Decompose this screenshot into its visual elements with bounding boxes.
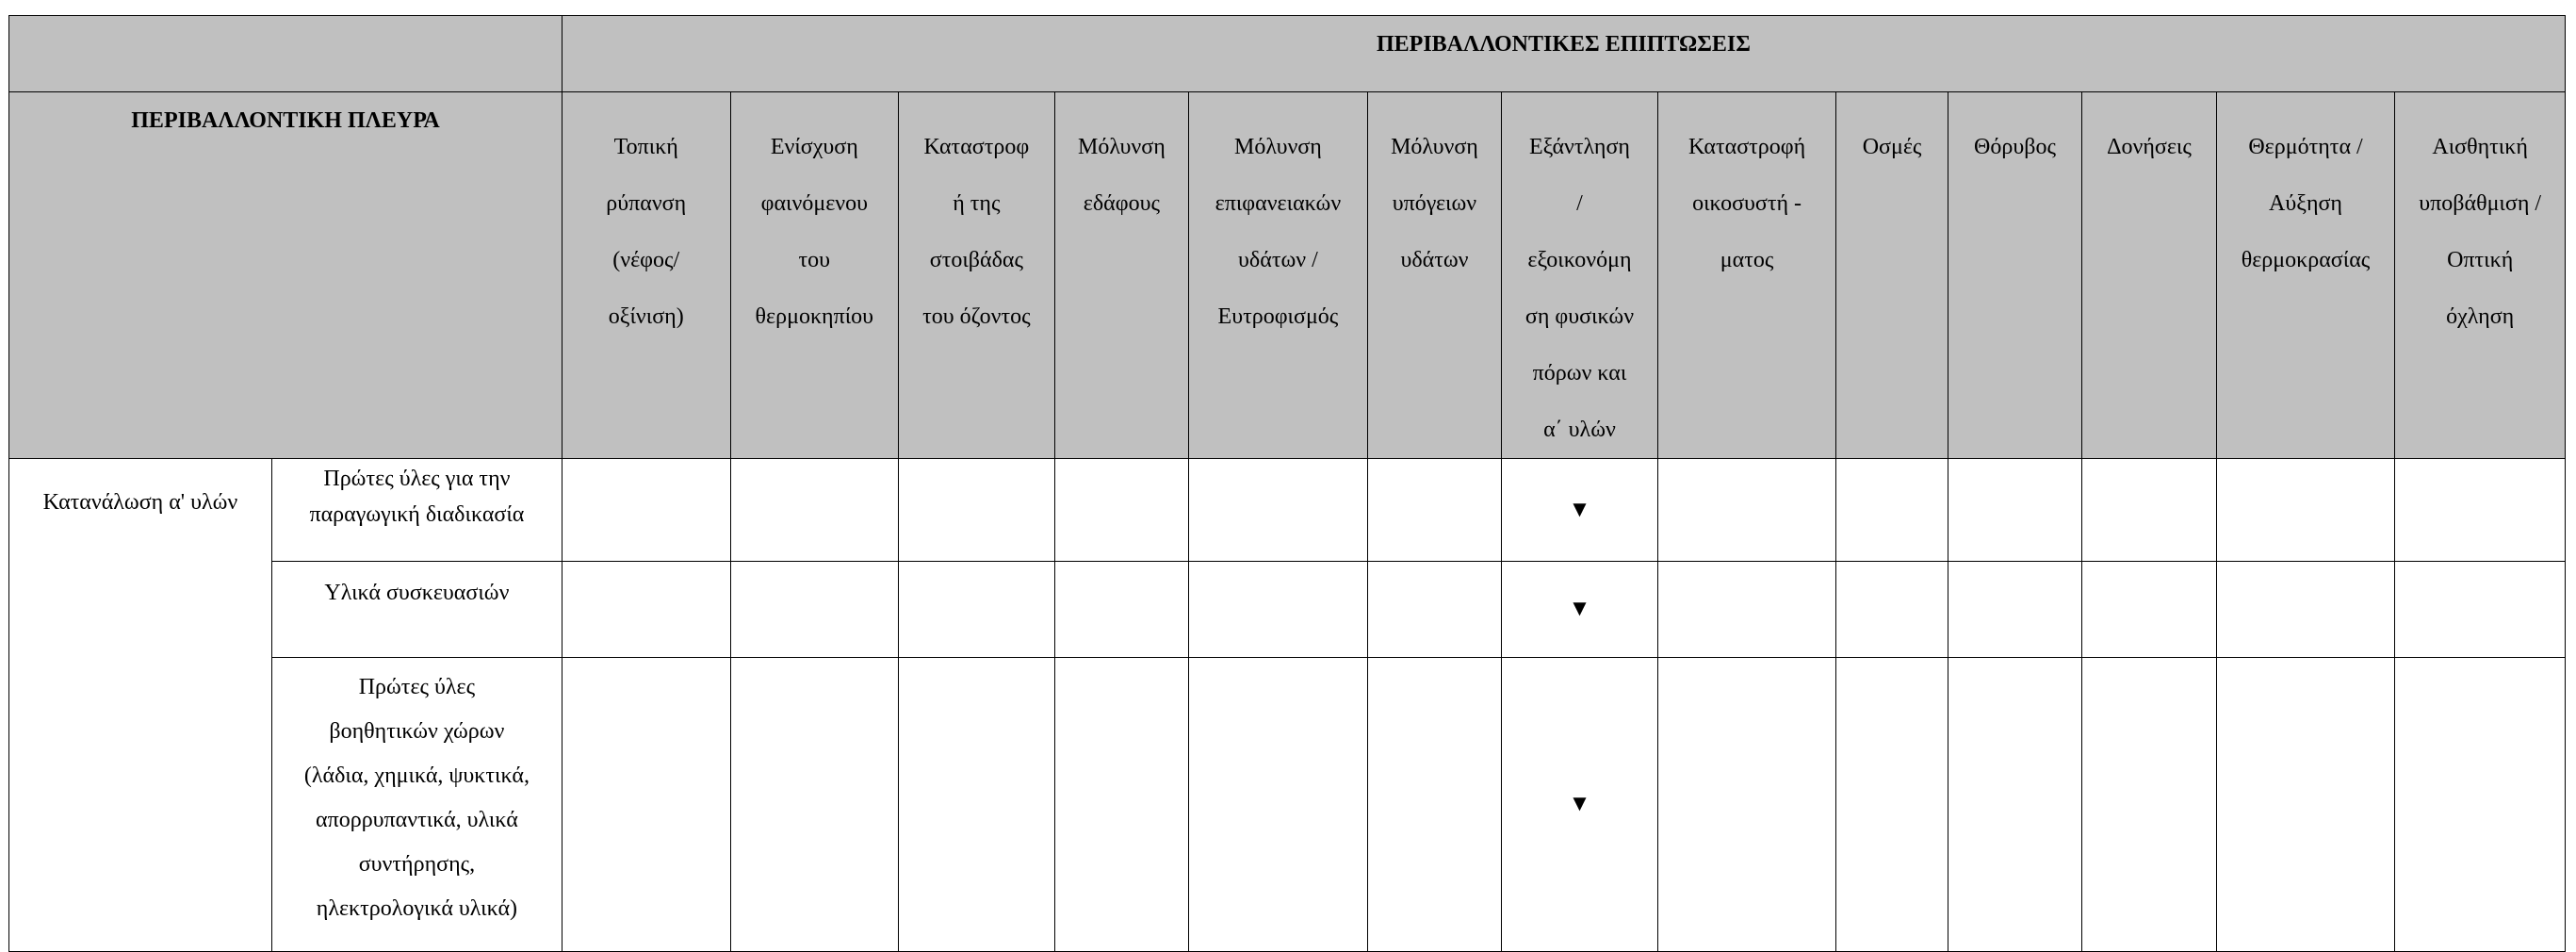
table-cell (1948, 657, 2081, 951)
table-cell (899, 561, 1055, 657)
table-cell (1836, 561, 1948, 657)
table-cell (2395, 657, 2566, 951)
table-cell (1948, 459, 2081, 562)
row-label-packaging-materials: Υλικά συσκευασιών (271, 561, 562, 657)
table-cell (1657, 561, 1836, 657)
table-cell (730, 657, 899, 951)
table-cell (899, 459, 1055, 562)
impact-mark: ▼ (1502, 459, 1658, 562)
section-title: ΠΕΡΙΒΑΛΛΟΝΤΙΚΕΣ ΕΠΙΠΤΩΣΕΙΣ (562, 16, 2565, 92)
environmental-impacts-table (8, 15, 2566, 952)
table-cell (1657, 657, 1836, 951)
table-cell (2082, 657, 2216, 951)
column-header-visual-nuisance: Αισθητική υποβάθμιση / Οπτική όχληση (2395, 92, 2566, 459)
category-cell: Κατανάλωση α' υλών (9, 459, 272, 562)
table-cell (1836, 657, 1948, 951)
table-cell (1054, 561, 1188, 657)
table-cell (730, 561, 899, 657)
table-cell (1054, 657, 1188, 951)
column-header-local-pollution: Τοπική ρύπανση (νέφος/ οξίνιση) (562, 92, 730, 459)
table-cell (1189, 561, 1368, 657)
table-cell (1657, 459, 1836, 562)
table-cell (2216, 561, 2395, 657)
table-cell (1367, 561, 1501, 657)
table-cell (2082, 561, 2216, 657)
category-cell-continued (9, 657, 272, 951)
table-cell (1189, 459, 1368, 562)
column-header-odors: Οσμές (1836, 92, 1948, 459)
table-cell (1367, 657, 1501, 951)
column-header-heat: Θερμότητα / Αύξηση θερμοκρασίας (2216, 92, 2395, 459)
table-cell (562, 459, 730, 562)
column-header-surface-water-pollution: Μόλυνση επιφανειακών υδάτων / Ευτροφισμός (1189, 92, 1368, 459)
aspect-title: ΠΕΡΙΒΑΛΛΟΝΤΙΚΗ ΠΛΕΥΡΑ (9, 92, 562, 459)
table-cell (562, 657, 730, 951)
table-cell (730, 459, 899, 562)
impact-mark: ▼ (1502, 561, 1658, 657)
column-header-groundwater-pollution: Μόλυνση υπόγειων υδάτων (1367, 92, 1501, 459)
table-cell (562, 561, 730, 657)
table-cell (899, 657, 1055, 951)
table-cell (1189, 657, 1368, 951)
column-header-ecosystem-destruction: Καταστροφή οικοσυστή - ματος (1657, 92, 1836, 459)
table-cell (1836, 459, 1948, 562)
column-header-ozone-depletion: Καταστροφ ή της στοιβάδας του όζοντος (899, 92, 1055, 459)
column-header-greenhouse-effect: Ενίσχυση φαινόμενου του θερμοκηπίου (730, 92, 899, 459)
table-cell (2216, 657, 2395, 951)
table-cell (2216, 459, 2395, 562)
column-header-resource-depletion: Εξάντληση / εξοικονόμη ση φυσικών πόρων και α΄ υλών (1502, 92, 1658, 459)
corner-header-cell (9, 16, 562, 92)
table-cell (1054, 459, 1188, 562)
table-cell (2395, 561, 2566, 657)
impact-mark: ▼ (1502, 657, 1658, 951)
table-cell (2395, 459, 2566, 562)
category-cell-continued (9, 561, 272, 657)
row-label-auxiliary-raw-materials: Πρώτες ύλες βοηθητικών χώρων (λάδια, χημικά, ψυκτικά, απορρυπαντικά, υλικά συντήρησης, ηλεκτρολογικά υλικά) (271, 657, 562, 951)
table-cell (1367, 459, 1501, 562)
row-label-production-raw-materials: Πρώτες ύλες για την παραγωγική διαδικασία (271, 459, 562, 562)
column-header-vibrations: Δονήσεις (2082, 92, 2216, 459)
column-header-soil-pollution: Μόλυνση εδάφους (1054, 92, 1188, 459)
table-cell (2082, 459, 2216, 562)
column-header-noise: Θόρυβος (1948, 92, 2081, 459)
table-cell (1948, 561, 2081, 657)
